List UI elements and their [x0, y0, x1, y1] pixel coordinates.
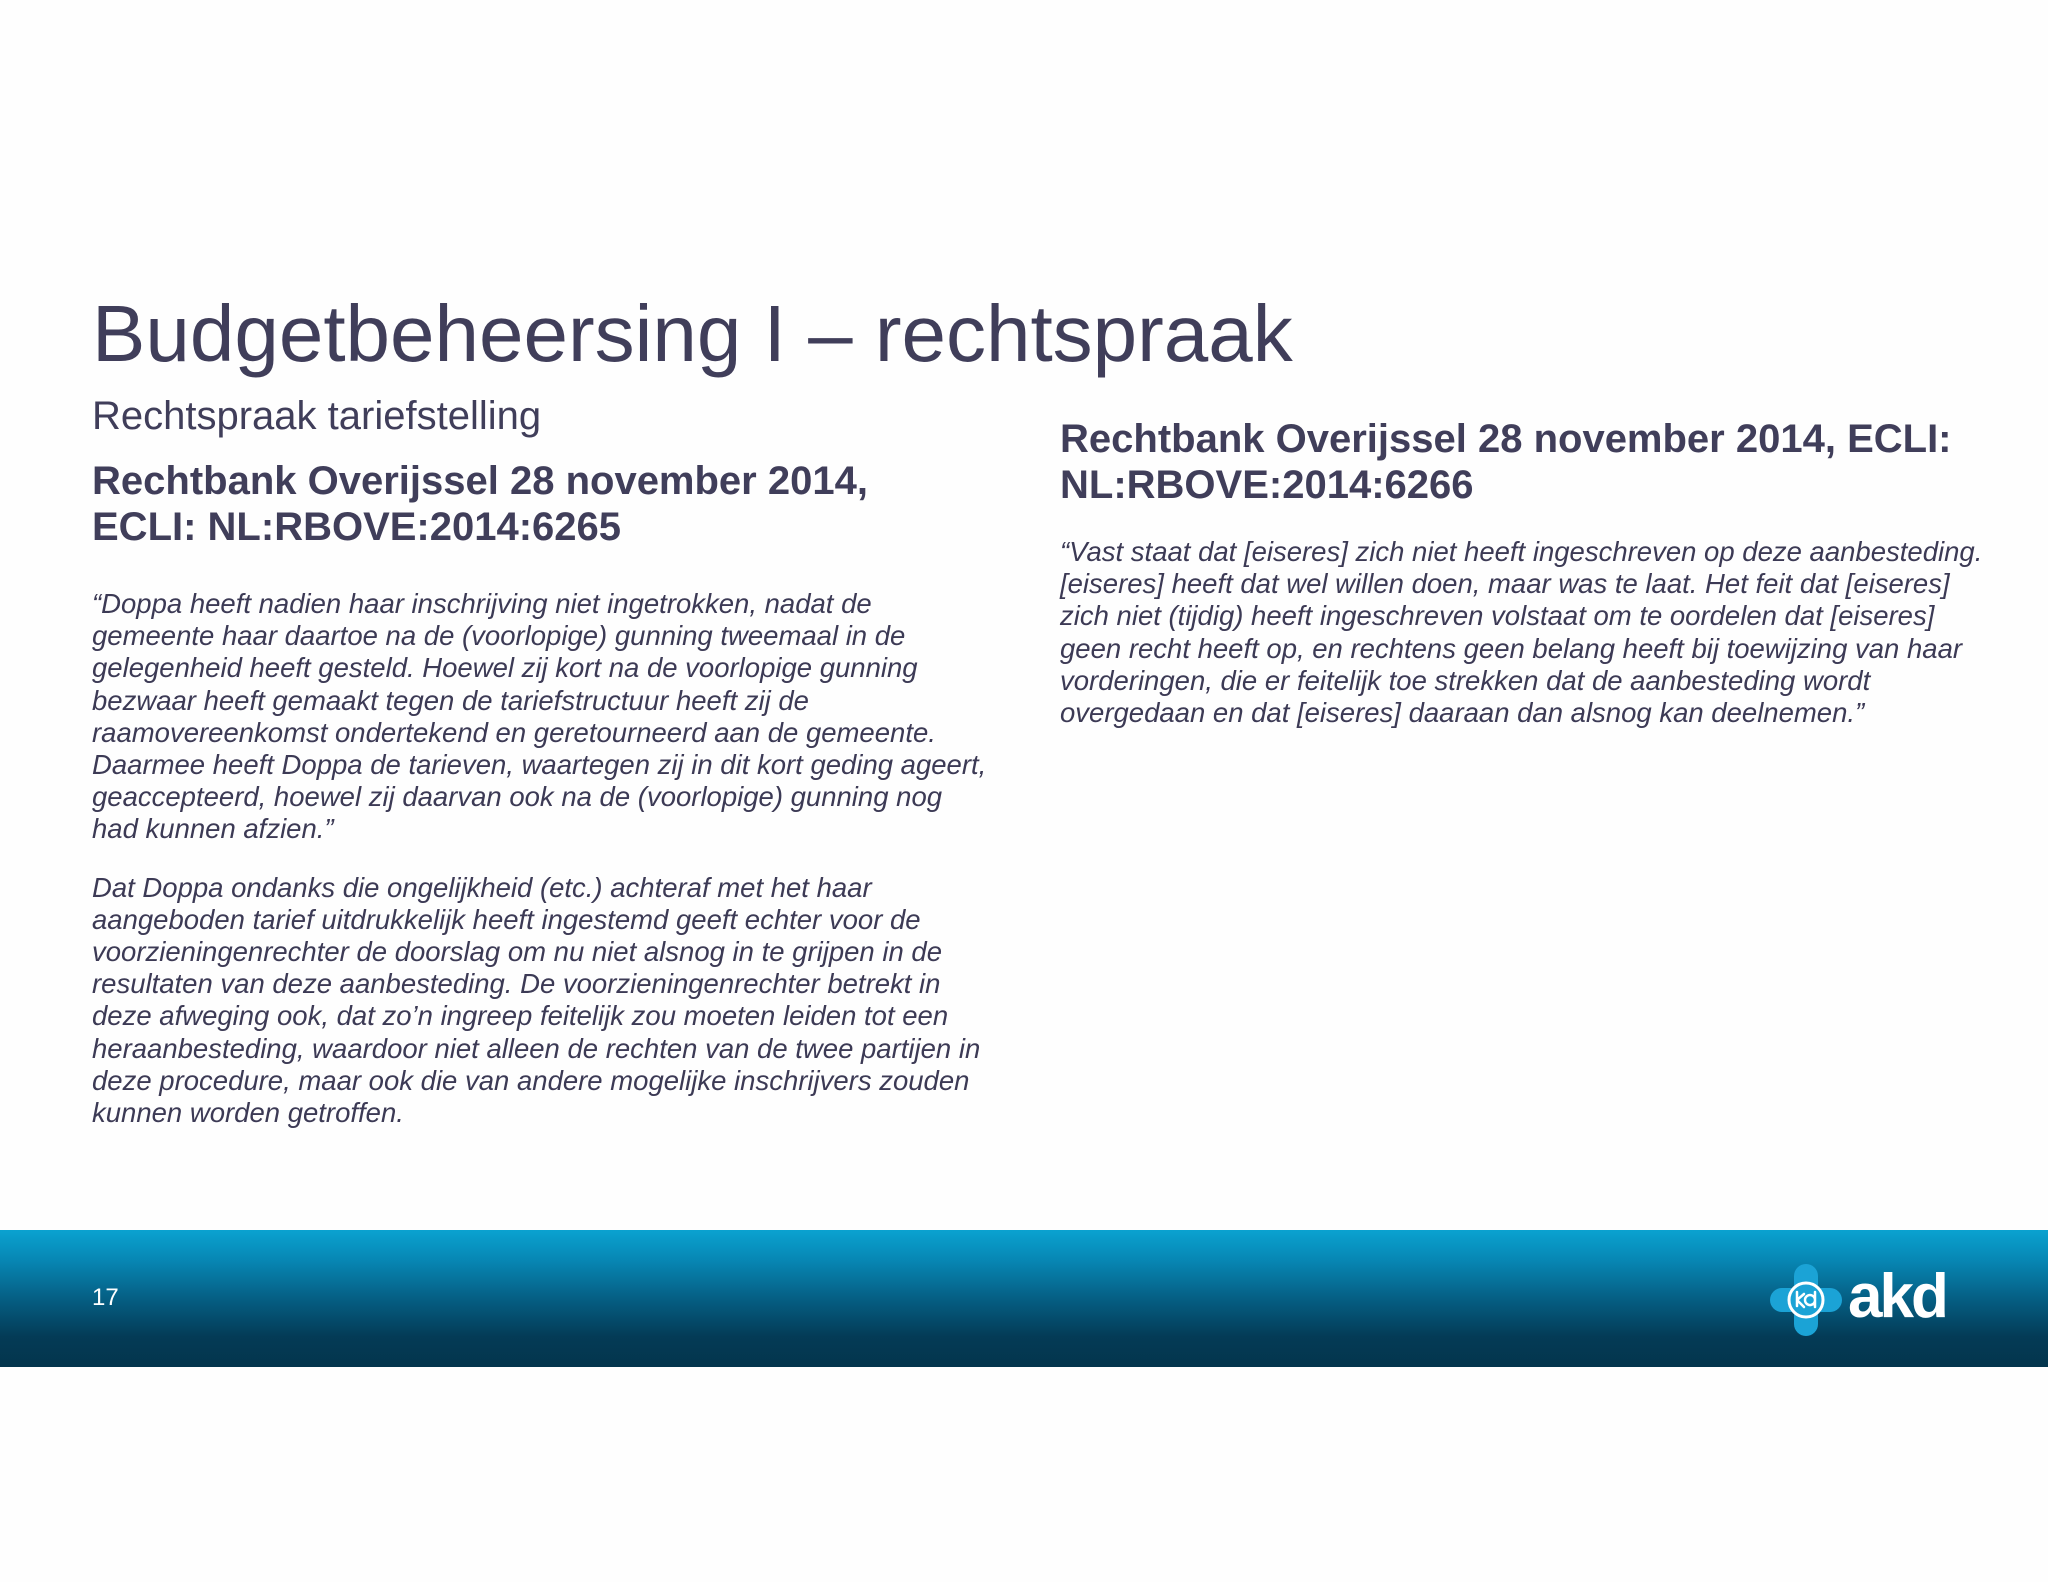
footer-band — [0, 1230, 2048, 1367]
commentary-paragraph: Dat Doppa ondanks die ongelijkheid (etc.) achteraf met het haar aangeboden tarief uitdrukkelijk heeft ingestemd geeft echter voor de voorzieningenrechter de doorslag om nu niet alsnog in te grijpen in de resultaten van deze aanbesteding. De voorzieningenrechter betrekt in deze afweging ook, dat zo’n ingreep feitelijk zou moeten leiden tot een heraanbesteding, waardoor niet alleen de rechten van de twee partijen in deze procedure, maar ook die van andere mogelijke inschrijvers zouden kunnen worden getroffen. — [92, 871, 981, 1129]
case-heading-right — [1060, 416, 1990, 508]
akd-logo-text: akd — [1848, 1262, 1946, 1331]
subtitle: Rechtspraak tariefstelling — [92, 394, 542, 438]
quote-paragraph: “Doppa heeft nadien haar inschrijving niet ingetrokken, nadat de gemeente haar daartoe na de (voorlopige) gunning tweemaal in de gelegenheid heeft gesteld. Hoewel zij kort na de voorlopige gunning bezwaar heeft gemaakt tegen de tariefstructuur heeft zij de raamovereenkomst ondertekend en geretourneerd aan de gemeente. Daarmee heeft Doppa de tarieven, waartegen zij in dit kort geding ageert, geaccepteerd, hoewel zij daarvan ook na de (voorlopige) gunning nog had kunnen afzien.” — [92, 588, 987, 845]
left-column — [92, 392, 992, 1129]
quote-paragraph-right: “Vast staat dat [eiseres] zich niet heeft ingeschreven op deze aanbesteding. [eiseres] heeft dat wel willen doen, maar was te laat. Het feit dat [eiseres] zich niet (tijdig) heeft ingeschreven volstaat om te oordelen dat [eiseres] geen recht heeft op, en rechtens geen belang heeft bij toewijzing van haar vorderingen, die er feitelijk toe strekken dat de aanbesteding wordt overgedaan en dat [eiseres] daaraan dan alsnog kan deelnemen.” — [1060, 536, 1983, 729]
case-heading-right-line2: NL:RBOVE:2014:6266 — [1060, 463, 1474, 507]
akd-logo — [1768, 1262, 1968, 1338]
akd-emblem-icon — [1768, 1262, 1844, 1338]
case-heading-left-line2: ECLI: NL:RBOVE:2014:6265 — [92, 505, 622, 549]
right-column — [1060, 416, 1990, 729]
case-heading-right-line1: Rechtbank Overijssel 28 november 2014, ECLI: — [1060, 417, 1952, 461]
case-heading-left — [92, 458, 992, 550]
page-number: 17 — [92, 1284, 119, 1311]
case-heading-left-line1: Rechtbank Overijssel 28 november 2014, — [92, 459, 868, 503]
slide-title: Budgetbeheersing I – rechtspraak — [92, 289, 1293, 378]
